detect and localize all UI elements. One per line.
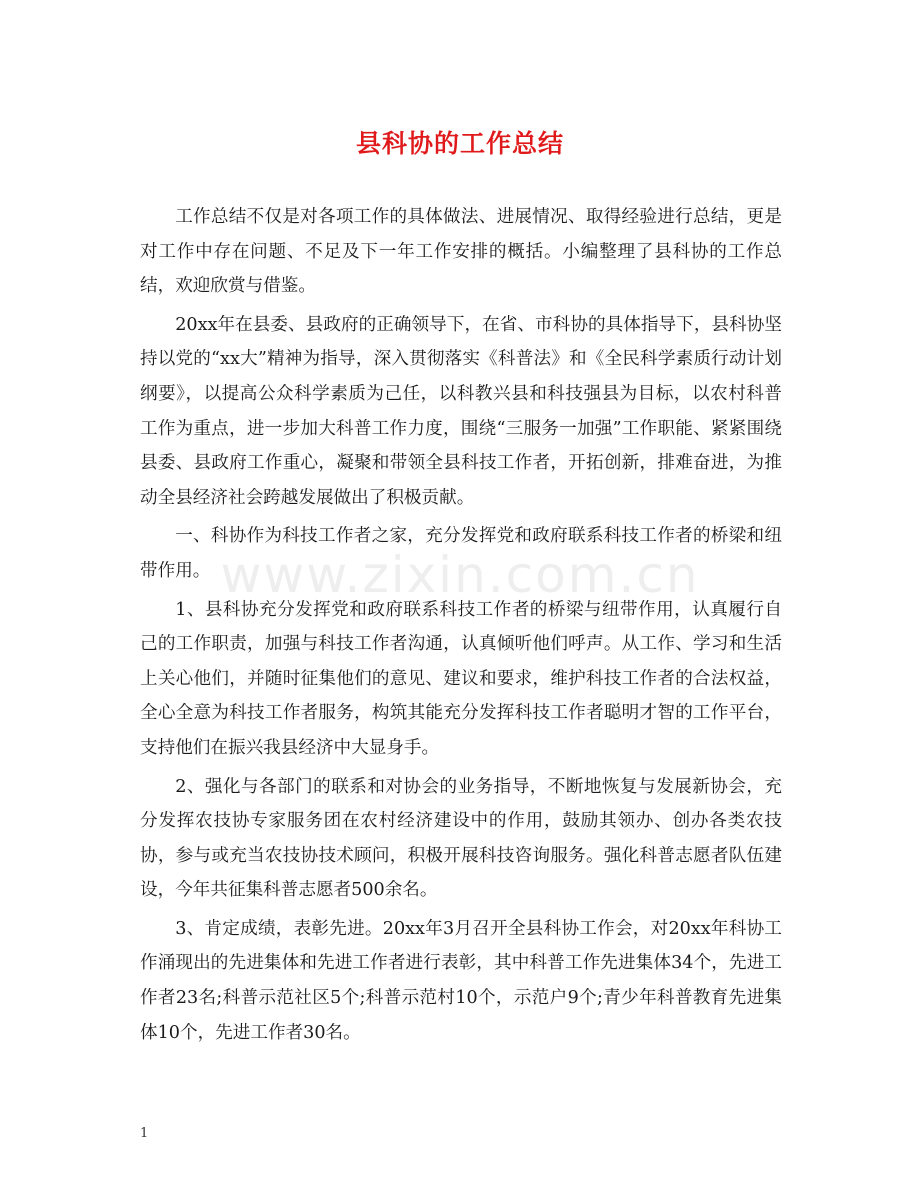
watermark-text: www.zixin.com.cn — [220, 546, 700, 604]
paragraph-item-3: 3、肯定成绩，表彰先进。20xx年3月召开全县科协工作会，对20xx年科协工作涌现出的先进集体和先进工作者进行表彰，其中科普工作先进集体34个，先进工作者23名;科普示范社区5个;科普示范村10个，示范户9个;青少年科普教育先进集体10个，先进工作者30名。 — [140, 918, 782, 1043]
paragraph-item-2: 2、强化与各部门的联系和对协会的业务指导，不断地恢复与发展新协会，充分发挥农技协专家服务团在农村经济建设中的作用，鼓励其领办、创办各类农技协，参与或充当农技协技术顾问，积极开展科技咨询服务。强化科普志愿者队伍建设，今年共征集科普志愿者500余名。 — [140, 776, 782, 901]
document-body — [140, 200, 782, 1054]
paragraph-item-1: 1、县科协充分发挥党和政府联系科技工作者的桥梁与纽带作用，认真履行自己的工作职责，加强与科技工作者沟通，认真倾听他们呼声。从工作、学习和生活上关心他们，并随时征集他们的意见、建议和要求，维护科技工作者的合法权益，全心全意为科技工作者服务，构筑其能充分发挥科技工作者聪明才智的工作平台，支持他们在振兴我县经济中大显身手。 — [140, 599, 782, 758]
paragraph-section-one: 一、科协作为科技工作者之家，充分发挥党和政府联系科技工作者的桥梁和纽带作用。 — [140, 526, 782, 581]
paragraph-overview: 20xx年在县委、县政府的正确领导下，在省、市科协的具体指导下，县科协坚持以党的“xx大”精神为指导，深入贯彻落实《科普法》和《全民科学素质行动计划纲要》，以提高公众科学素质为己任，以科教兴县和科技强县为目标，以农村科普工作为重点，进一步加大科普工作力度，围绕“三服务一加强”工作职能、紧紧围绕县委、县政府工作重心，凝聚和带领全县科技工作者，开拓创新，排难奋进，为推动全县经济社会跨越发展做出了积极贡献。 — [140, 314, 782, 508]
document-title: 县科协的工作总结 — [355, 129, 564, 158]
paragraph-intro: 工作总结不仅是对各项工作的具体做法、进展情况、取得经验进行总结，更是对工作中存在问题、不足及下一年工作安排的概括。小编整理了县科协的工作总结，欢迎欣赏与借鉴。 — [140, 207, 782, 297]
page-number: 1 — [140, 1126, 149, 1141]
